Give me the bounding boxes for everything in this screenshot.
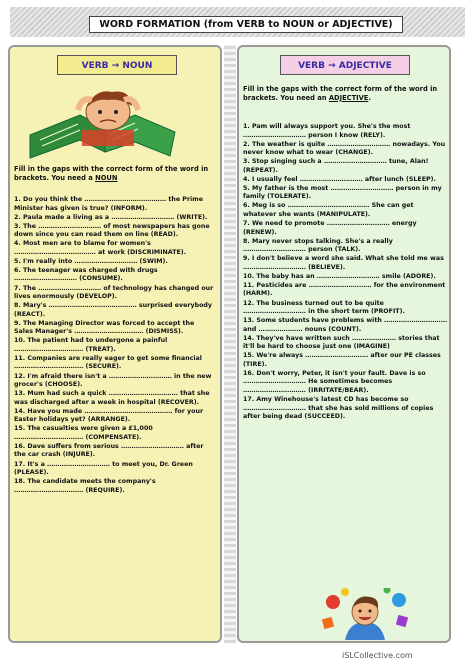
- exercise-item: 5. My father is the most ………………………… person in my family (TOLERATE).: [243, 184, 442, 201]
- exercise-item: 1. Pam will always support you. She's the most ………………………… person I know (RELY).: [243, 123, 411, 139]
- exercise-item: 9. The Managing Director was forced to accept the Sales Manager's …………………………… (DISMISS).: [14, 319, 195, 336]
- exercise-item: 7. The ………………………… of technology has changed our lives enormously (DEVELOP).: [14, 284, 214, 301]
- exercise-item: 12. The business turned out to be quite ………………………… in the short term (PROFIT).: [243, 299, 405, 316]
- boy-with-letters-illustration: [315, 588, 415, 640]
- exercise-item: 10. The patient had to undergone a painful …………………………… (TREAT).: [14, 337, 168, 353]
- panel-divider-right: [230, 45, 236, 643]
- exercise-item: 5. I'm really into ………………………… (SWIM).: [14, 257, 168, 265]
- title-bar: [10, 7, 465, 37]
- exercise-item: 3. Stop singing such a ………………………… tune, Alan! (REPEAT).: [243, 158, 429, 174]
- verb-adjective-header: VERB → ADJECTIVE: [280, 55, 410, 75]
- exercise-item: 11. Companies are really eager to get some financial …………………………… (SECURE).: [14, 354, 202, 371]
- right-instruction-text: Fill in the gaps with the correct form of the word in brackets. You need an: [243, 85, 438, 102]
- exercise-item: 13. Some students have problems with ………………………… and ………………… nouns (COUNT).: [243, 317, 447, 333]
- right-instructions: [243, 85, 448, 102]
- exercise-item: 15. We're always ………………………… after our PE classes (TIRE).: [243, 352, 441, 368]
- exercise-item: 4. I usually feel ………………………… after lunch (SLEEP).: [243, 175, 436, 183]
- exercise-item: 17. Amy Winehouse's latest CD has become so ………………………… that she has sold millions of copies after being dead (SUCCEED).: [243, 396, 434, 420]
- exercise-item: 1. Do you think the ………………………………… the Prime Minister has given is true? (INFORM).: [14, 196, 204, 212]
- site-watermark: iSLCollective.com: [342, 651, 413, 660]
- exercise-item: 4. Most men are to blame for women's ………………………………… at work (DISCRIMINATE).: [14, 240, 187, 256]
- exercise-item: 10. The baby has an ………………………… smile (ADORE).: [243, 272, 436, 280]
- right-instruction-key: ADJECTIVE: [328, 93, 369, 102]
- exercise-item: 6. Meg is so ………………………………… She can get whatever she wants (MANIPULATE).: [243, 202, 414, 218]
- left-instructions: [14, 165, 214, 182]
- boy-reading-illustration: [20, 90, 190, 160]
- left-instruction-key: NOUN: [95, 173, 118, 182]
- exercise-item: 15. The casualties were given a £1,000 …………………………… (COMPENSATE).: [14, 425, 153, 441]
- right-instruction-end: .: [368, 93, 371, 102]
- exercise-item: 11. Pesticides are ………………………… for the environment (HARM).: [243, 281, 446, 298]
- left-instruction-text: Fill in the gaps with the correct form of the word in brackets. You need a: [14, 165, 209, 182]
- verb-noun-header: VERB → NOUN: [57, 55, 177, 75]
- exercise-item: 14. Have you made …………………………………… for your Easter holidays yet? (ARRANGE).: [14, 407, 204, 424]
- exercise-item: 7. We need to promote ………………………… energy (RENEW).: [243, 220, 417, 236]
- exercise-item: 18. The candidate meets the company's …………………………… (REQUIRE).: [14, 478, 156, 494]
- exercise-item: 2. The weather is quite ………………………… nowadays. You never know what to wear (CHANGE).: [243, 140, 446, 157]
- exercise-item: 16. Don't worry, Peter, it isn't your fault. Dave is so ………………………… He sometimes becomes ………………………… (IRRITATE/BEAR).: [243, 369, 426, 394]
- exercise-item: 8. Mary never stops talking. She's a really ………………………… person (TALK).: [243, 237, 393, 254]
- exercise-item: 17. It's a ………………………… to meet you, Dr. Green (PLEASE).: [14, 460, 193, 476]
- exercise-item: 6. The teenager was charged with drugs ………………………… (CONSUME).: [14, 266, 158, 283]
- page-title: WORD FORMATION (from VERB to NOUN or ADJECTIVE): [89, 16, 403, 33]
- noun-exercise-list: [14, 196, 214, 496]
- exercise-item: 13. Mum had such a quick …………………………… that she was discharged after a week in hospital (RECOVER).: [14, 390, 210, 406]
- exercise-item: 2. Paula made a living as a ………………………… (WRITE).: [14, 213, 208, 221]
- exercise-item: 8. Mary's …………………………………… surprised everybody (REACT).: [14, 302, 213, 318]
- adjective-exercise-list: [243, 123, 448, 422]
- exercise-item: 12. I'm afraid there isn't a ………………………… in the new grocer's (CHOOSE).: [14, 372, 212, 389]
- exercise-item: 16. Dave suffers from serious ………………………… after the car crash (INJURE).: [14, 442, 204, 459]
- exercise-item: 14. They've have written such ………………… stories that it'll be hard to choose just one (IMAGINE): [243, 334, 440, 351]
- exercise-item: 9. I don't believe a word she said. What she told me was ………………………… (BELIEVE).: [243, 255, 444, 271]
- exercise-item: 3. The ………………………… of most newspapers has gone down since you can read them on line (READ).: [14, 222, 210, 239]
